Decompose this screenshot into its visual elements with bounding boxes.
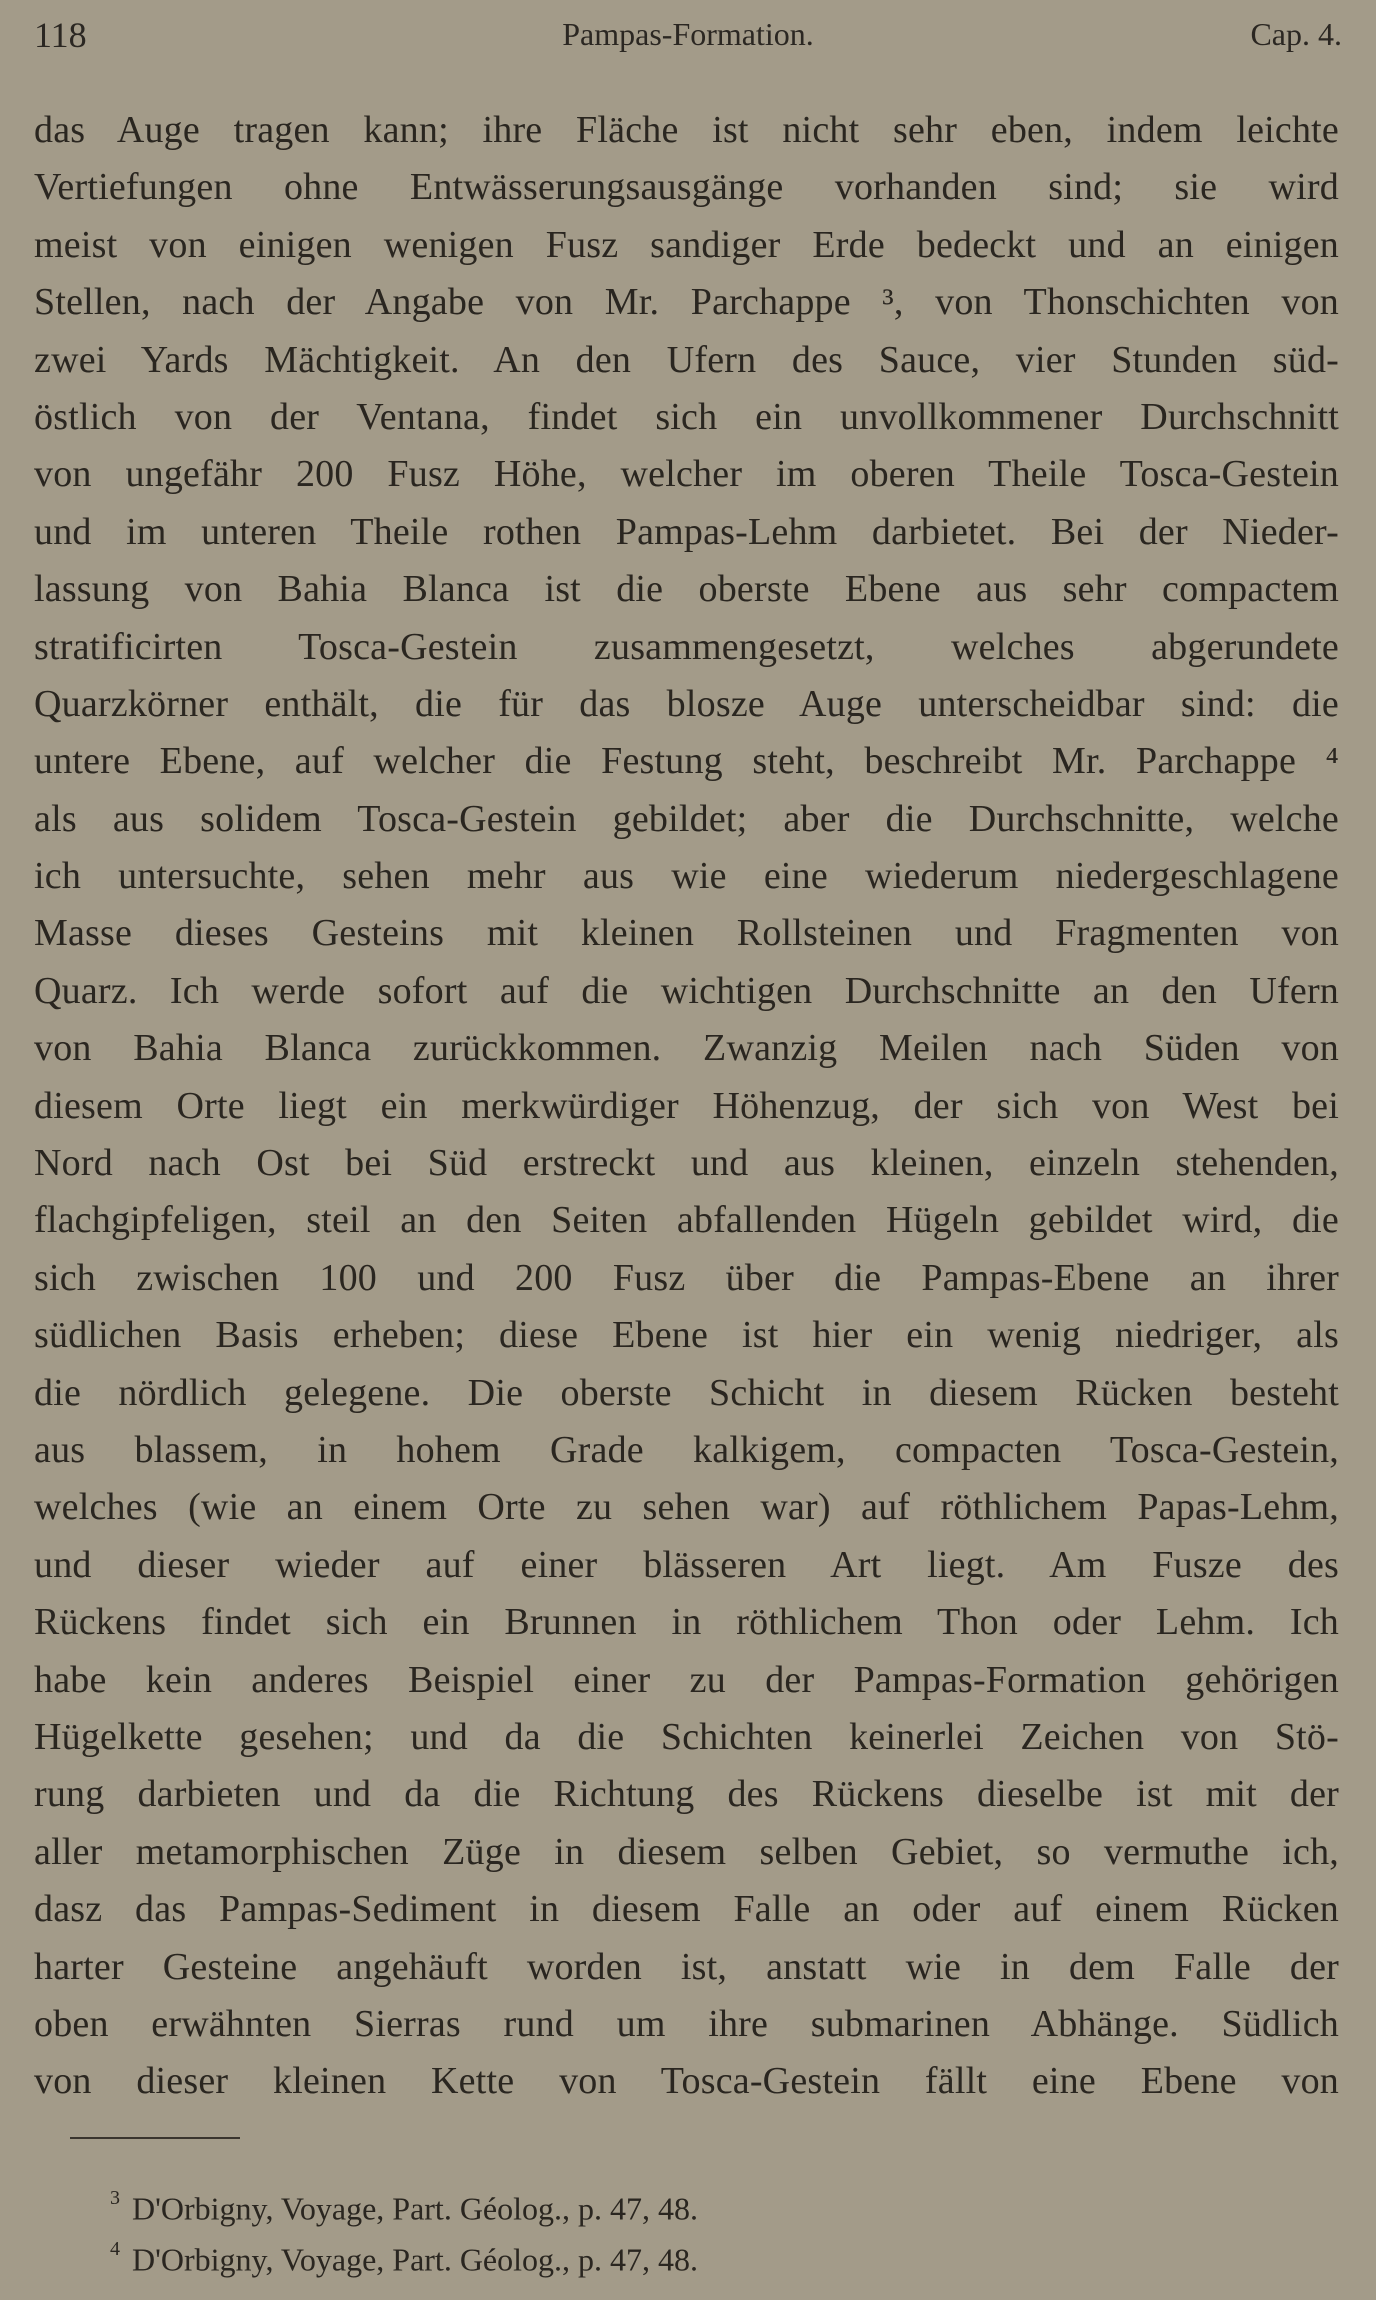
text-line: diesem Orte liegt ein merkwürdiger Höhenzug, der sich von West bei: [34, 1084, 1339, 1127]
page-number: 118: [34, 15, 87, 55]
text-line: Nord nach Ost bei Süd erstreckt und aus kleinen, einzeln stehenden,: [34, 1142, 1339, 1185]
text-line: die nördlich gelegene. Die oberste Schicht in diesem Rücken besteht: [34, 1371, 1339, 1414]
text-line: sich zwischen 100 und 200 Fusz über die Pampas-Ebene an ihrer: [34, 1256, 1339, 1299]
text-line: habe kein anderes Beispiel einer zu der Pampas-Formation gehörigen: [34, 1658, 1339, 1701]
text-line: stratificirten Tosca-Gestein zusammengesetzt, welches abgerundete: [34, 625, 1339, 668]
page-header: [34, 14, 1342, 58]
text-line: und im unteren Theile rothen Pampas-Lehm darbietet. Bei der Nieder-: [34, 510, 1339, 553]
footnote: [110, 2231, 698, 2282]
text-line: von Bahia Blanca zurückkommen. Zwanzig Meilen nach Süden von: [34, 1027, 1339, 1070]
footnote-text: D'Orbigny, Voyage, Part. Géolog., p. 47, 48.: [132, 2190, 699, 2227]
text-line: dasz das Pampas-Sediment in diesem Falle an oder auf einem Rücken: [34, 1888, 1339, 1931]
text-line: Quarz. Ich werde sofort auf die wichtigen Durchschnitte an den Ufern: [34, 969, 1339, 1012]
footnote: [110, 2180, 698, 2231]
text-line: südlichen Basis erheben; diese Ebene ist hier ein wenig niedriger, als: [34, 1314, 1339, 1357]
footnotes: [110, 2180, 698, 2281]
text-line: welches (wie an einem Orte zu sehen war) auf röthlichem Papas-Lehm,: [34, 1486, 1339, 1529]
text-line: meist von einigen wenigen Fusz sandiger Erde bedeckt und an einigen: [34, 223, 1339, 266]
text-line: flachgipfeligen, steil an den Seiten abfallenden Hügeln gebildet wird, die: [34, 1199, 1339, 1242]
text-line: harter Gesteine angehäuft worden ist, anstatt wie in dem Falle der: [34, 1945, 1339, 1988]
body-text: [34, 102, 1339, 2111]
text-line: von dieser kleinen Kette von Tosca-Gestein fällt eine Ebene von: [34, 2060, 1339, 2103]
running-title: Pampas-Formation.: [562, 16, 814, 52]
text-line: Rückens findet sich ein Brunnen in röthlichem Thon oder Lehm. Ich: [34, 1601, 1339, 1644]
text-line: als aus solidem Tosca-Gestein gebildet; aber die Durchschnitte, welche: [34, 797, 1339, 840]
text-line: untere Ebene, auf welcher die Festung steht, beschreibt Mr. Parchappe ⁴: [34, 740, 1339, 783]
text-line: Masse dieses Gesteins mit kleinen Rollsteinen und Fragmenten von: [34, 912, 1339, 955]
text-line: lassung von Bahia Blanca ist die oberste Ebene aus sehr compactem: [34, 568, 1339, 611]
text-line: oben erwähnten Sierras rund um ihre submarinen Abhänge. Südlich: [34, 2002, 1339, 2045]
text-line: aller metamorphischen Züge in diesem selben Gebiet, so vermuthe ich,: [34, 1830, 1339, 1873]
footnote-mark: 3: [110, 2187, 120, 2209]
text-line: Stellen, nach der Angabe von Mr. Parchappe ³, von Thonschichten von: [34, 281, 1339, 324]
text-line: von ungefähr 200 Fusz Höhe, welcher im oberen Theile Tosca-Gestein: [34, 453, 1339, 496]
footnote-divider: [70, 2137, 240, 2139]
text-line: ich untersuchte, sehen mehr aus wie eine wiederum niedergeschlagene: [34, 855, 1339, 898]
text-line: und dieser wieder auf einer blässeren Art liegt. Am Fusze des: [34, 1543, 1339, 1586]
text-line: zwei Yards Mächtigkeit. An den Ufern des Sauce, vier Stunden süd-: [34, 338, 1339, 381]
text-line: das Auge tragen kann; ihre Fläche ist nicht sehr eben, indem leichte: [34, 109, 1339, 151]
text-line: östlich von der Ventana, findet sich ein unvollkommener Durchschnitt: [34, 395, 1339, 438]
text-line: aus blassem, in hohem Grade kalkigem, compacten Tosca-Gestein,: [34, 1428, 1339, 1471]
text-line: rung darbieten und da die Richtung des Rückens dieselbe ist mit der: [34, 1773, 1339, 1816]
text-line: Quarzkörner enthält, die für das blosze Auge unterscheidbar sind: die: [34, 682, 1339, 725]
footnote-mark: 4: [110, 2237, 120, 2260]
text-line: Hügelkette gesehen; und da die Schichten keinerlei Zeichen von Stö-: [34, 1715, 1339, 1758]
text-line: Vertiefungen ohne Entwässerungsausgänge vorhanden sind; sie wird: [34, 166, 1339, 209]
chapter-label: Cap. 4.: [1250, 16, 1342, 52]
footnote-text: D'Orbigny, Voyage, Part. Géolog., p. 47, 48.: [132, 2241, 699, 2278]
